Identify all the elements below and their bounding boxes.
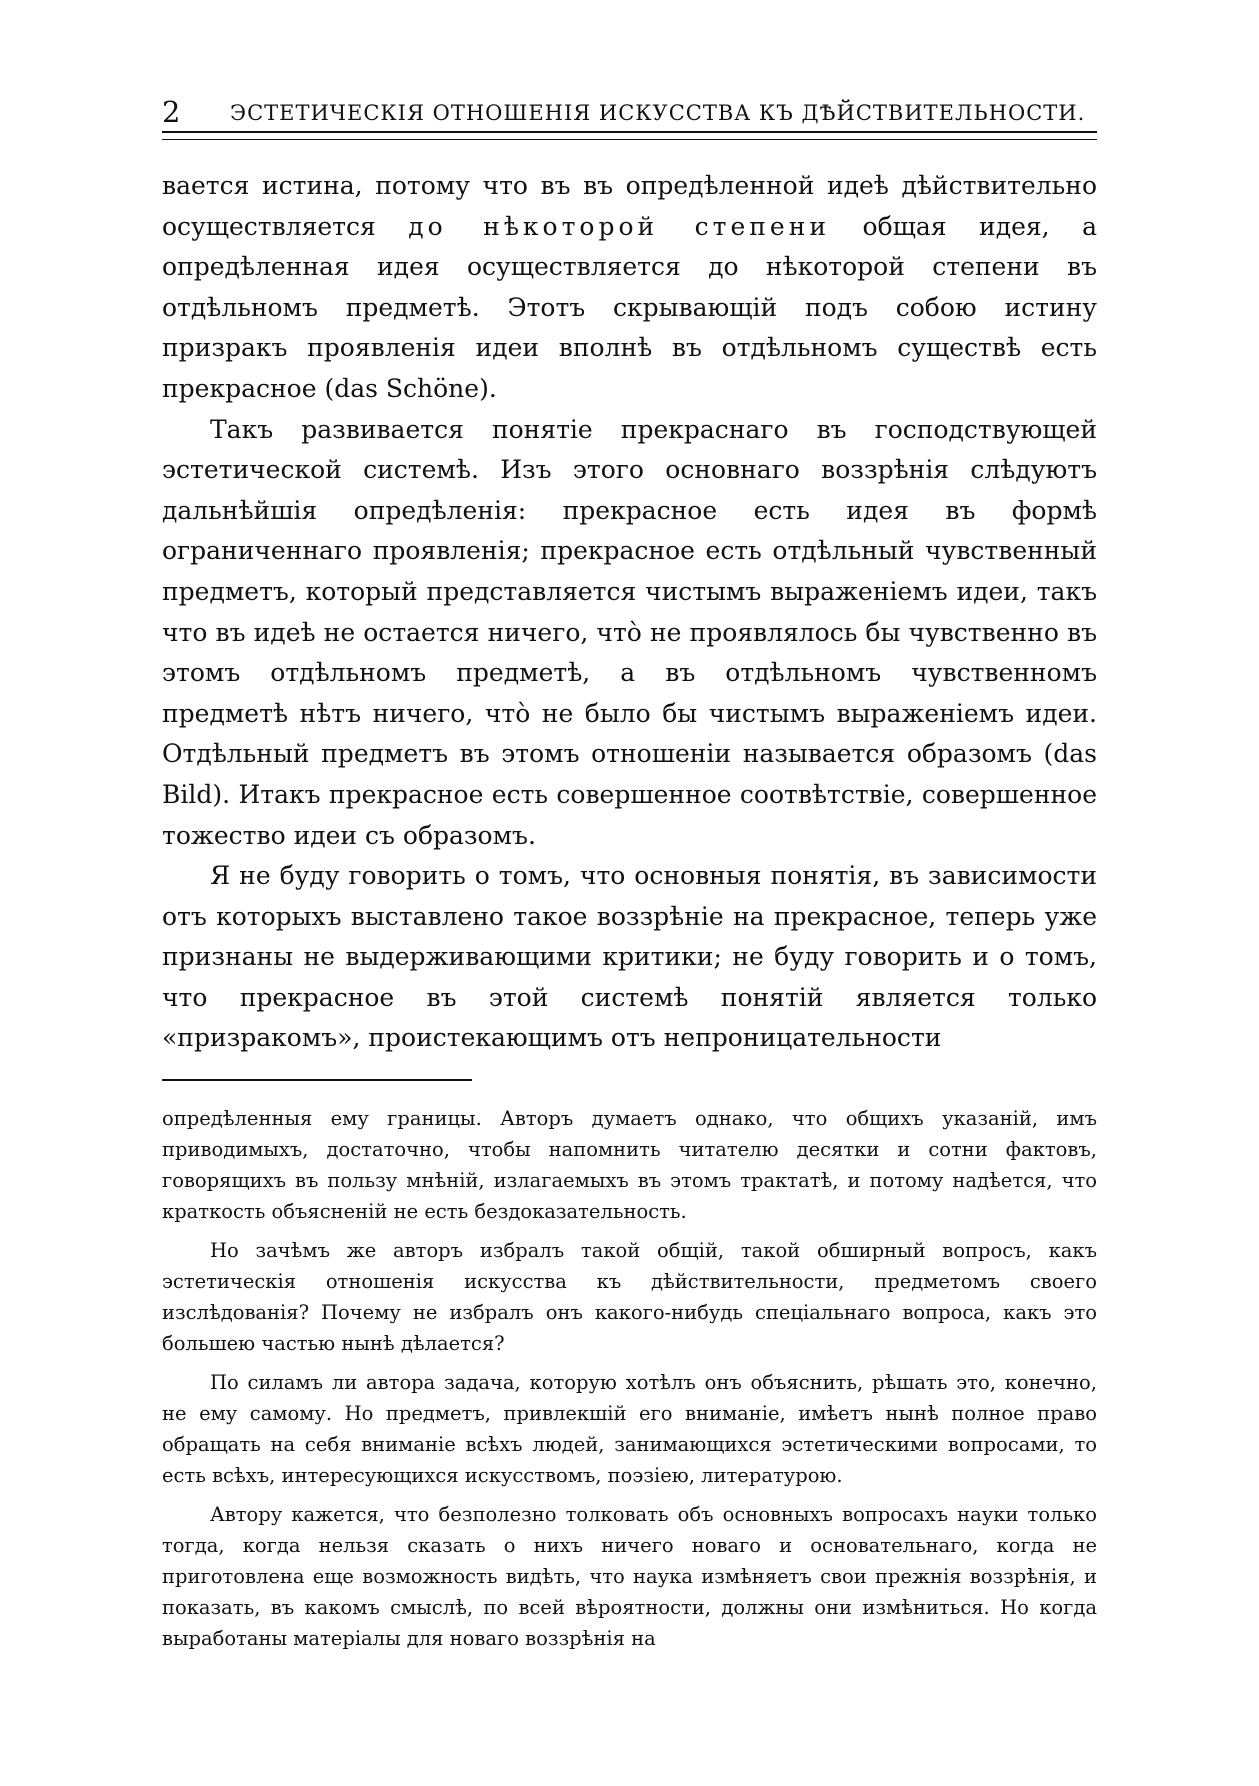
main-text bbox=[162, 166, 1097, 1059]
book-page bbox=[162, 95, 1097, 1662]
footnote-paragraph-1: опредѣленныя ему границы. Авторъ думаетъ однако, что общихъ указаній, имъ приводимыхъ, достаточно, чтобы напомнить читателю десятки и сотни фактовъ, говорящихъ въ пользу мнѣній, излагаемыхъ въ этомъ трактатѣ, и потому надѣется, что краткость объясненій не есть бездоказательность. bbox=[162, 1107, 1097, 1224]
footnote-paragraph-3: По силамъ ли автора задача, которую хотѣлъ онъ объяснить, рѣшать это, конечно, не ему самому. Но предметъ, привлекшій его вниманіе, имѣетъ нынѣ полное право обращать на себя вниманіе всѣхъ людей, занимающихся эстетическими вопросами, то есть всѣхъ, интересующихся искусствомъ, поэзіею, литературою. bbox=[162, 1371, 1097, 1488]
paragraph-1 bbox=[162, 166, 1097, 410]
page-number: 2 bbox=[162, 95, 181, 129]
page-header bbox=[162, 95, 1097, 133]
paragraph-2: Такъ развивается понятіе прекраснаго въ господствующей эстетической системѣ. Изъ этого основнаго воззрѣнія слѣдуютъ дальнѣйшія опредѣленія: прекрасное есть идея въ формѣ ограниченнаго проявленія; прекрасное есть отдѣльный чувственный предметъ, который представляется чистымъ выраженіемъ идеи, такъ что въ идеѣ не остается ничего, что̀ не проявлялось бы чувственно въ этомъ отдѣльномъ предметѣ, а въ отдѣльномъ чувственномъ предметѣ нѣтъ ничего, что̀ не было бы чистымъ выраженіемъ идеи. Отдѣльный предметъ въ этомъ отношеніи называется образомъ (das Bild). Итакъ прекрасное есть совершенное соотвѣтствіе, совершенное тожество идеи съ образомъ. bbox=[162, 414, 1097, 850]
paragraph-1-spaced-emphasis: до нѣкоторой степени bbox=[408, 211, 831, 241]
footnote-paragraph-2: Но зачѣмъ же авторъ избралъ такой общій, такой обширный вопросъ, какъ эстетическія отношенія искусства къ дѣйствительности, предметомъ своего изслѣдованія? Почему не избралъ онъ какого-нибудь спеціальнаго вопроса, какъ это большею частью нынѣ дѣлается? bbox=[162, 1239, 1097, 1356]
footnote-divider bbox=[162, 1079, 472, 1081]
footnote-paragraph-4: Автору кажется, что безполезно толковать объ основныхъ вопросахъ науки только тогда, когда нельзя сказать о нихъ ничего новаго и основательнаго, когда не приготовлена еще возможность видѣть, что наука измѣняетъ свои прежнія воззрѣнія, и показать, въ какомъ смыслѣ, по всей вѣроятности, должны они измѣниться. Но когда выработаны матеріалы для новаго воззрѣнія на bbox=[162, 1503, 1097, 1651]
paragraph-3: Я не буду говорить о томъ, что основныя понятія, въ зависимости отъ которыхъ выставлено такое воззрѣніе на прекрасное, теперь уже признаны не выдерживающими критики; не буду говорить и о томъ, что прекрасное въ этой системѣ понятій является только «призракомъ», проистекающимъ отъ непроницательности bbox=[162, 861, 1097, 1053]
running-title: ЭСТЕТИЧЕСКІЯ ОТНОШЕНІЯ ИСКУССТВА КЪ ДѢЙСТВИТЕЛЬНОСТИ. bbox=[230, 101, 1086, 125]
paragraph-1-end: общая идея, а опредѣленная идея осуществляется до нѣкоторой степени въ отдѣльномъ предметѣ. Этотъ скрывающій подъ собою истину призракъ проявленія идеи вполнѣ въ отдѣльномъ существѣ есть прекрасное (das Schöne). bbox=[162, 211, 1097, 403]
header-rule bbox=[162, 139, 1097, 140]
paragraph-1-start: вается истина, потому что въ въ опредѣленной идеѣ дѣйствительно осуществляется bbox=[162, 171, 1097, 241]
footnotes bbox=[162, 1103, 1097, 1654]
